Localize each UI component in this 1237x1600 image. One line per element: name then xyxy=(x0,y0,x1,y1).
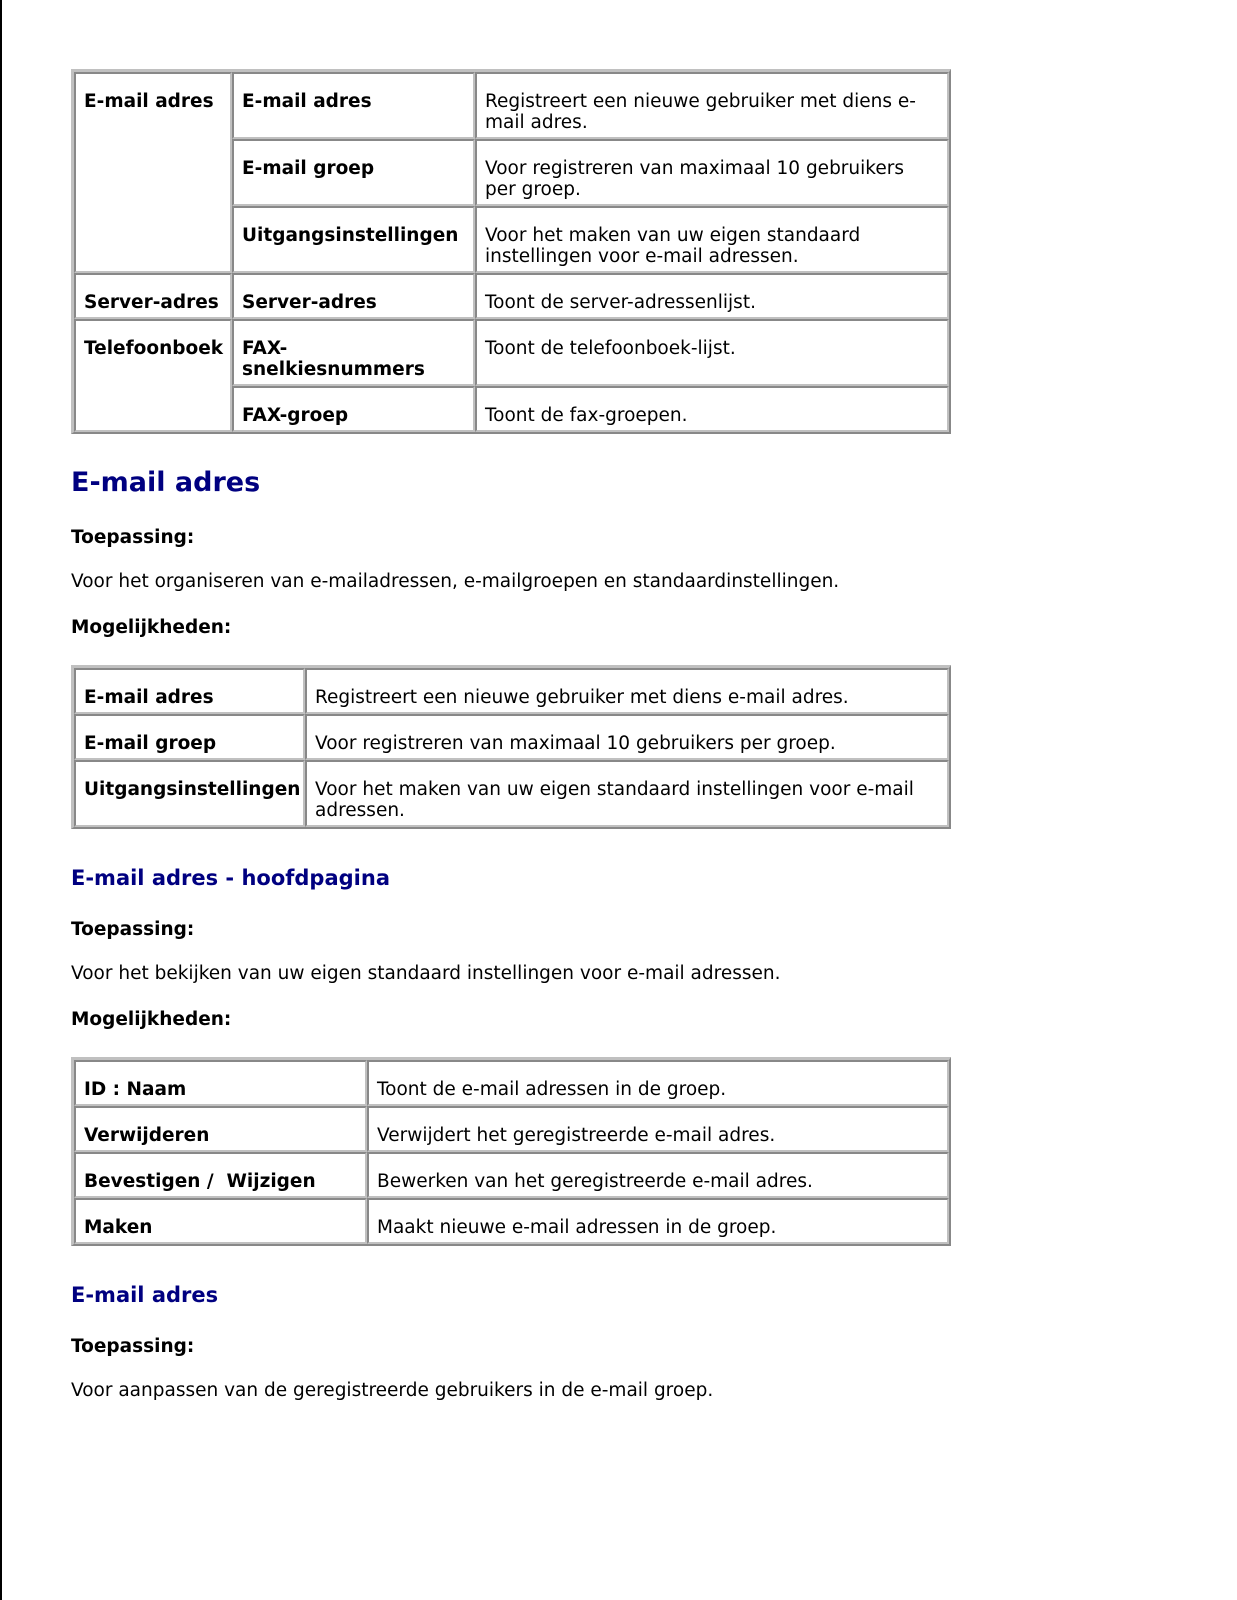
table-row xyxy=(74,1198,949,1244)
options-label: Mogelijkheden: xyxy=(71,617,232,638)
usage-text: Voor aanpassen van de geregistreerde gebruikers in de e-mail groep. xyxy=(71,1380,714,1401)
usage-text: Voor het organiseren van e-mailadressen, e-mailgroepen en standaardinstellingen. xyxy=(71,571,840,592)
document-content xyxy=(71,69,951,1424)
usage-text: Voor het bekijken van uw eigen standaard instellingen voor e-mail adressen. xyxy=(71,963,781,984)
table-cell-item: E-mail adres xyxy=(232,72,475,139)
table-cell-desc: Bewerken van het geregistreerde e-mail adres. xyxy=(367,1152,949,1198)
table-cell-group: Server-adres xyxy=(74,273,232,319)
email-options-table xyxy=(71,665,951,829)
overview-table xyxy=(71,69,951,434)
usage-label: Toepassing: xyxy=(71,1336,195,1357)
table-cell-item: FAX-snelkiesnummers xyxy=(232,319,475,386)
table-cell-item: Uitgangsinstellingen xyxy=(232,206,475,273)
table-cell-desc: Voor registreren van maximaal 10 gebruikers per groep. xyxy=(305,714,949,760)
table-cell-desc: Registreert een nieuwe gebruiker met diens e-mail adres. xyxy=(475,72,949,139)
page-left-border xyxy=(0,0,2,1600)
table-cell-desc: Toont de telefoonboek-lijst. xyxy=(475,319,949,386)
table-cell-name: E-mail groep xyxy=(74,714,305,760)
section-title-email-adres: E-mail adres xyxy=(71,467,261,498)
table-cell-item: E-mail groep xyxy=(232,139,475,206)
table-row xyxy=(74,668,949,714)
table-row xyxy=(74,760,949,827)
table-cell-item: Server-adres xyxy=(232,273,475,319)
table-cell-name: Uitgangsinstellingen xyxy=(74,760,305,827)
table-cell-desc: Maakt nieuwe e-mail adressen in de groep. xyxy=(367,1198,949,1244)
table-cell-desc: Voor het maken van uw eigen standaard instellingen voor e-mail adressen. xyxy=(305,760,949,827)
table-cell-name: Bevestigen / Wijzigen xyxy=(74,1152,367,1198)
table-cell-name: E-mail adres xyxy=(74,668,305,714)
table-cell-name: Verwijderen xyxy=(74,1106,367,1152)
table-cell-desc: Toont de e-mail adressen in de groep. xyxy=(367,1060,949,1106)
table-cell-desc: Voor het maken van uw eigen standaard instellingen voor e-mail adressen. xyxy=(475,206,949,273)
table-cell-desc: Verwijdert het geregistreerde e-mail adres. xyxy=(367,1106,949,1152)
table-row xyxy=(74,273,949,319)
table-cell-item: FAX-groep xyxy=(232,386,475,432)
section-title-email-adres-edit: E-mail adres xyxy=(71,1283,219,1307)
table-cell-desc: Toont de fax-groepen. xyxy=(475,386,949,432)
table-row xyxy=(74,319,949,386)
table-cell-group: E-mail adres xyxy=(74,72,232,273)
mainpage-options-table xyxy=(71,1057,951,1246)
table-row xyxy=(74,714,949,760)
usage-label: Toepassing: xyxy=(71,527,195,548)
table-cell-group: Telefoonboek xyxy=(74,319,232,432)
table-row xyxy=(74,1060,949,1106)
table-row xyxy=(74,1106,949,1152)
options-label: Mogelijkheden: xyxy=(71,1009,232,1030)
table-cell-name: ID : Naam xyxy=(74,1060,367,1106)
table-row xyxy=(74,1152,949,1198)
section-title-hoofdpagina: E-mail adres - hoofdpagina xyxy=(71,866,390,890)
table-cell-desc: Toont de server-adressenlijst. xyxy=(475,273,949,319)
table-cell-name: Maken xyxy=(74,1198,367,1244)
table-cell-desc: Voor registreren van maximaal 10 gebruikers per groep. xyxy=(475,139,949,206)
table-cell-desc: Registreert een nieuwe gebruiker met diens e-mail adres. xyxy=(305,668,949,714)
table-row xyxy=(74,72,949,139)
usage-label: Toepassing: xyxy=(71,919,195,940)
